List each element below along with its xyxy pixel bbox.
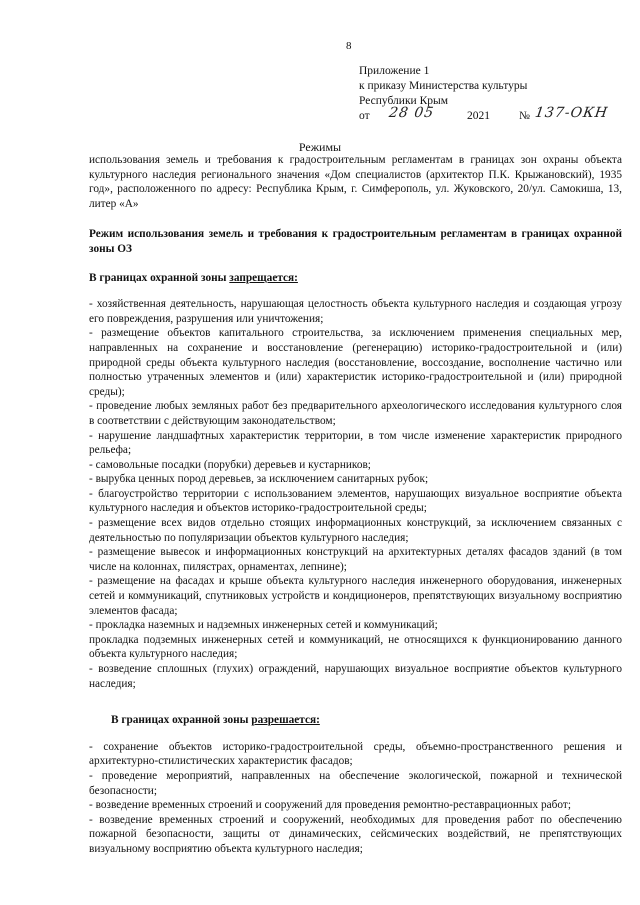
permitted-item: - возведение временных строений и сооружений для проведения ремонтно-реставрационных работ; [89, 799, 571, 812]
prohibited-item: - прокладка наземных и надземных инженерных сетей и коммуникаций; [89, 619, 438, 632]
prohibited-item: - хозяйственная деятельность, нарушающая целостность объекта культурного наследия и создающая угрозу его повреждения, разрушения или уничтожения; [89, 298, 622, 325]
prohibited-item: - благоустройство территории с использованием элементов, нарушающих визуальное восприятие объекта культурного наследия и объектов историко-градостроительной среды; [89, 487, 622, 515]
page-number: 8 [346, 40, 352, 52]
permitted-heading-prefix: В границах охранной зоны [111, 714, 252, 727]
prohibited-list [89, 297, 622, 691]
handwritten-date: 28 05 [387, 105, 436, 121]
intro-paragraph: использования земель и требования к градостроительным регламентам в границах зон охраны объекта культурного наследия регионального значения «Дом специалистов (архитектор П.К. Крыжановский), 1935 год», расположенного по адресу: Республика Крым, г. Симферополь, ул. Жуковского, 20/ул. Самокиша, 13, литер «А» [89, 154, 622, 210]
prohibited-item: - вырубка ценных пород деревьев, за исключением санитарных рубок; [89, 473, 429, 486]
prohibited-heading-prefix: В границах охранной зоны [89, 271, 230, 284]
prohibited-item: - размещение на фасадах и крыше объекта культурного наследия инженерного оборудования, инженерных сетей и коммуникаций, спутниковых устройств и кондиционеров, препятствующих визуальному восприятию элементов фасада; [89, 575, 622, 617]
permitted-list [89, 740, 622, 857]
prohibited-heading-underlined: запрещается: [229, 271, 298, 284]
permitted-heading-underlined: разрешается: [251, 714, 320, 727]
order-date-line [359, 105, 619, 124]
appendix-block [359, 64, 619, 124]
document-title: Режимы [298, 140, 342, 154]
prohibited-item: - размещение объектов капитального строительства, за исключением применения специальных мер, направленных на сохранение и восстановление (регенерацию) историко-градостроительной и (или) природной среды объекта культурного наследия (восстановление, воссоздание, восполнение частично или полностью утраченных элементов и (или) характеристик историко-градостроительной и (или) природной среды); [89, 327, 622, 398]
appendix-line-1: Приложение 1 [359, 65, 430, 77]
prohibited-item: - возведение сплошных (глухих) ограждений, нарушающих визуальное восприятие объектов культурного наследия; [89, 663, 622, 690]
prohibited-item: - проведение любых земляных работ без предварительного археологического исследования культурного слоя в соответствии с действующим законодательством; [89, 400, 622, 427]
prohibited-item: - размещение всех видов отдельно стоящих информационных конструкций, за исключением связанных с деятельностью по популяризации объектов культурного наследия; [89, 517, 622, 544]
handwritten-number: 137-ОКН [533, 105, 610, 121]
prohibited-item: прокладка подземных инженерных сетей и коммуникаций, не относящихся к функционированию данного объекта культурного наследия; [89, 633, 622, 661]
permitted-item: - сохранение объектов историко-градостроительной среды, объемно-пространственного решения и архитектурно-стилистических характеристик фасадов; [89, 740, 622, 768]
prohibited-item: - самовольные посадки (порубки) деревьев и кустарников; [89, 458, 371, 471]
prohibited-item: - нарушение ландшафтных характеристик территории, в том числе изменение характеристик природного рельефа; [89, 429, 622, 457]
section-title: Режим использования земель и требования к градостроительным регламентам в границах охранной зоны ОЗ [89, 228, 622, 255]
permitted-heading [89, 713, 622, 728]
appendix-line-3: Республики Крым [359, 95, 448, 107]
permitted-item: - возведение временных строений и сооружений, необходимых для проведения работ по обеспечению пожарной безопасности, защиты от динамических, сейсмических воздействий, не препятствующих визуальному восприятию объекта культурного наследия; [89, 813, 622, 855]
appendix-line-2: к приказу Министерства культуры [359, 80, 528, 92]
from-label: от [359, 110, 370, 122]
order-year: 2021 [467, 110, 490, 122]
number-label: № [519, 110, 530, 122]
prohibited-heading [89, 271, 622, 286]
document-body [89, 153, 622, 857]
permitted-item: - проведение мероприятий, направленных на обеспечение экологической, пожарной и технической безопасности; [89, 769, 622, 797]
prohibited-item: - размещение вывесок и информационных конструкций на архитектурных деталях фасадов зданий (в том числе на колоннах, пилястрах, орнаментах, лепнине); [89, 546, 622, 573]
